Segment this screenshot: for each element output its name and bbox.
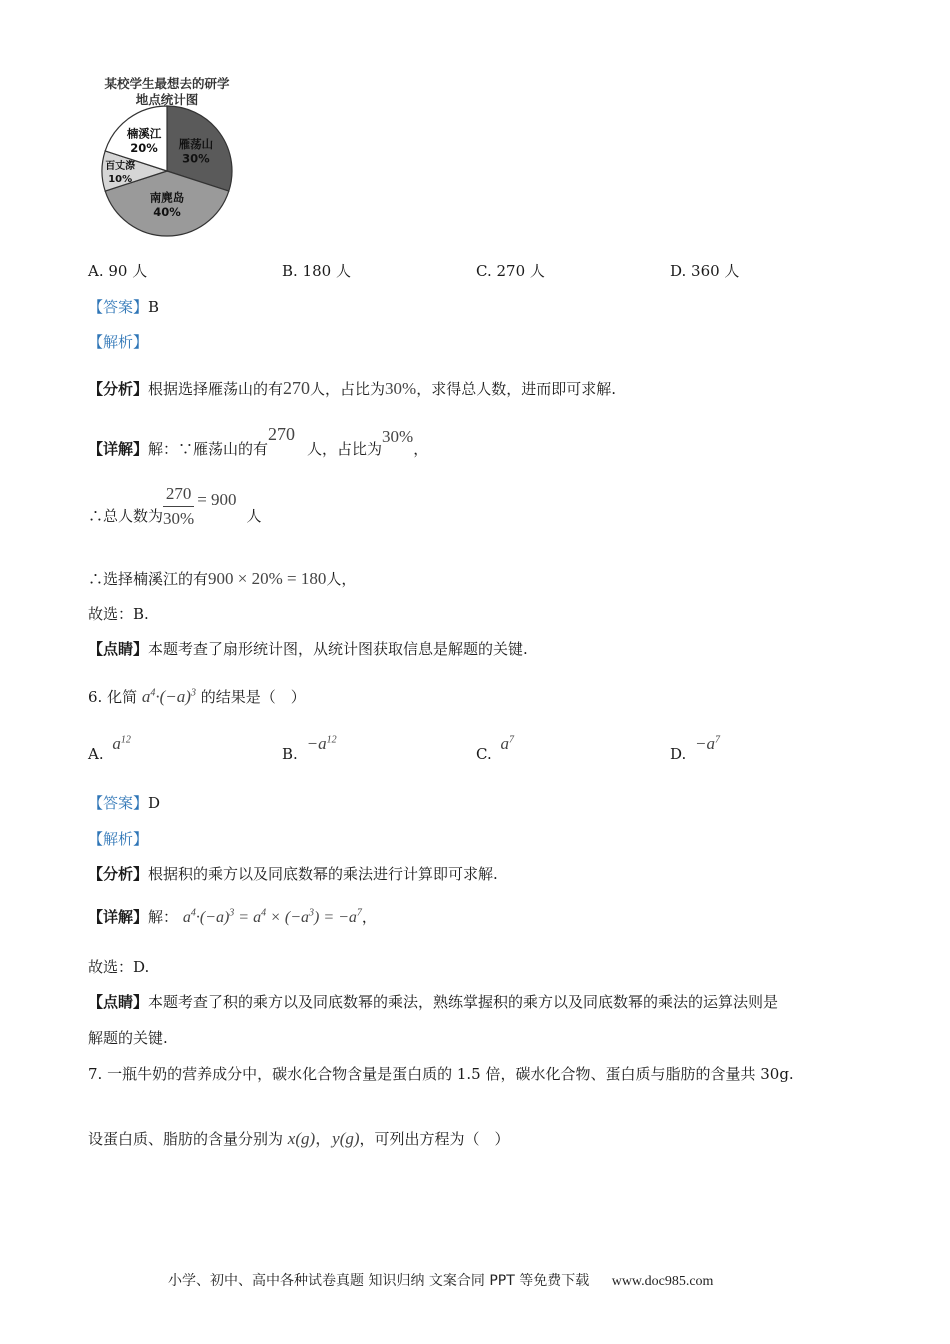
fenxi-tag: 【分析】 xyxy=(88,380,149,398)
q5-analysis-tag: 【解析】 xyxy=(88,333,149,351)
q6-stem: 6. 化简 $a^4\cdot(-a)^3$ 的结果是（ ） xyxy=(88,687,306,706)
chart-title-line1: 某校学生最想去的研学 xyxy=(104,76,230,91)
q7-variables: x(g)，y(g) xyxy=(287,1129,360,1148)
q6-solution-expression: $a^4\cdot(-a)^3 = a^4 \times (-a^3) = -a^7$ xyxy=(182,907,362,926)
chart-title-line2: 地点统计图 xyxy=(135,92,199,107)
answer-tag: 【答案】 xyxy=(88,298,149,316)
pie-slice-label: 雁荡山 xyxy=(178,136,214,151)
q7-stem-1: 7. 一瓶牛奶的营养成分中，碳水化合物含量是蛋白质的 1.5 倍，碳水化合物、蛋白质与脂肪的含量共 30g. xyxy=(88,1065,794,1083)
q6-guxuan: 故选：D. xyxy=(88,958,150,976)
q5-xiangjie: 【详解】解：∵雁荡山的有270人，占比为30%， xyxy=(88,424,429,458)
q5-option-a: A. 90 人 xyxy=(88,262,148,280)
q5-answer xyxy=(88,296,159,317)
pie-slice-percent: 30% xyxy=(182,151,210,166)
q7-stem-2: 设蛋白质、脂肪的含量分别为 x(g)，y(g)，可列出方程为（ ） xyxy=(88,1129,510,1148)
pie-slice-label: 百丈漈 xyxy=(105,161,136,172)
footer xyxy=(168,1270,713,1290)
q6-fenxi: 【分析】根据积的乘方以及同底数幂的乘法进行计算即可求解. xyxy=(88,865,498,883)
q5-option-b: B. 180 人 xyxy=(282,262,351,280)
q6-option-d: D. $-a^7$ xyxy=(670,734,721,763)
q6-dianjing-2: 解题的关键. xyxy=(88,1029,168,1047)
pie-slice-label: 楠溪江 xyxy=(126,126,162,141)
q6-xiangjie: 【详解】解： $a^4\cdot(-a)^3 = a^4 \times (-a^3) = -a^7$， xyxy=(88,907,377,926)
q6-dianjing-1: 【点睛】本题考查了积的乘方以及同底数幂的乘法，熟练掌握积的乘方以及同底数幂的乘法的运算法则是 xyxy=(88,993,779,1011)
q6-analysis-tag: 【解析】 xyxy=(88,830,149,848)
q5-dianjing: 【点睛】本题考查了扇形统计图，从统计图获取信息是解题的关键. xyxy=(88,640,528,658)
pie-slice-percent: 20% xyxy=(130,140,158,155)
q5-guxuan: 故选：B. xyxy=(88,605,149,623)
q6-answer: 【答案】D xyxy=(88,794,161,812)
answer-value: B xyxy=(148,298,160,316)
q6-option-b: B. $-a^{12}$ xyxy=(282,734,337,763)
q6-option-c: C. $a^7$ xyxy=(476,734,514,763)
pie-slice-percent: 10% xyxy=(108,174,133,185)
q5-total: ∴总人数为 $\frac{270}{30\%}$ = 900人 xyxy=(88,484,262,528)
q6-option-a: A. $a^{12}$ xyxy=(88,734,131,763)
q6-expression: $a^4\cdot(-a)^3$ xyxy=(141,687,196,706)
q5-selection: ∴选择楠溪江的有900 × 20% = 180人， xyxy=(88,569,357,588)
footer-url[interactable]: www.doc985.com xyxy=(611,1274,714,1289)
q5-fenxi: 【分析】根据选择雁荡山的有270人，占比为30%，求得总人数，进而即可求解. xyxy=(88,378,616,398)
q5-option-d: D. 360 人 xyxy=(670,262,740,280)
pie-slice-percent: 40% xyxy=(153,205,181,219)
xiangjie-tag: 【详解】 xyxy=(88,440,149,458)
pie-chart xyxy=(95,104,240,239)
footer-text: 小学、初中、高中各种试卷真题 知识归纳 文案合同 PPT 等免费下载 xyxy=(168,1273,590,1289)
fraction: $\frac{270}{30\%}$ xyxy=(163,484,195,528)
q5-option-c: C. 270 人 xyxy=(476,262,545,280)
pie-slice-label: 南麂岛 xyxy=(149,190,185,205)
